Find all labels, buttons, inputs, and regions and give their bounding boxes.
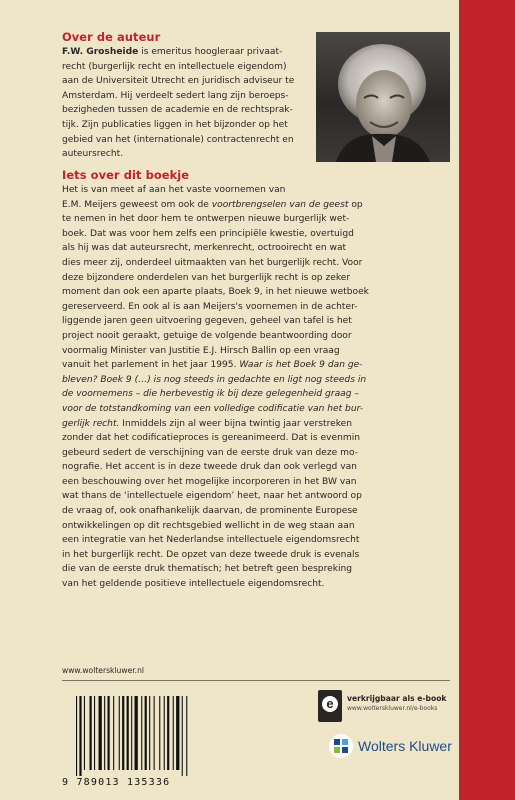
barcode-bar xyxy=(99,696,102,770)
boekje-segment: ontwikkelingen op dit rechtsgebied wellicht in de weg staan aan xyxy=(62,520,355,531)
barcode-bar xyxy=(94,696,95,770)
boekje-line xyxy=(62,548,452,563)
boekje-line xyxy=(62,460,452,475)
author-bio-line: auteursrecht. xyxy=(62,149,124,160)
barcode-bar xyxy=(108,696,110,770)
barcode-bar xyxy=(119,696,120,770)
boekje-segment: moment dan ook een aparte plaats, Boek 9, in het nieuwe wetboek xyxy=(62,287,369,298)
boekje-line xyxy=(62,504,452,519)
barcode-bar xyxy=(154,696,155,770)
boekje-line xyxy=(62,533,452,548)
boekje-segment: E.M. Meijers geweest om ook de xyxy=(62,199,212,210)
boekje-segment: nografie. Het accent is in deze tweede druk dan ook verlegd van xyxy=(62,462,357,473)
barcode-bar xyxy=(167,696,169,770)
barcode-bar xyxy=(159,696,160,770)
boekje-line xyxy=(62,446,452,461)
author-bio xyxy=(62,45,310,162)
boekje-line xyxy=(62,271,452,286)
red-side-band xyxy=(459,0,515,800)
boekje-heading: Iets over dit boekje xyxy=(62,168,190,182)
barcode-bar xyxy=(141,696,142,770)
ebook-icon: e xyxy=(318,690,342,722)
barcode-bar xyxy=(76,696,77,776)
barcode-bar xyxy=(145,696,147,770)
boekje-line xyxy=(62,475,452,490)
barcode-bar xyxy=(164,696,165,770)
boekje-line xyxy=(62,300,452,315)
boekje-segment: een integratie van het Nederlandse intellectuele eigendomsrecht xyxy=(62,535,360,546)
ebook-label: verkrijgbaar als e-book xyxy=(347,694,447,703)
publisher-website[interactable]: www.wolterskluwer.nl xyxy=(62,666,145,675)
barcode-bar xyxy=(182,696,183,776)
author-bio-line: Amsterdam. Hij verdeelt sedert lang zijn beroeps- xyxy=(62,90,289,101)
boekje-body xyxy=(62,183,452,592)
boekje-segment: van het geldende positieve intellectuele eigendomsrecht. xyxy=(62,579,325,590)
boekje-line xyxy=(62,519,452,534)
isbn-barcode xyxy=(62,696,232,792)
boekje-line xyxy=(62,241,452,256)
publisher-logo xyxy=(328,733,468,761)
barcode-bar xyxy=(135,696,138,770)
boekje-italic-segment: de voornemens – die herbevestig ik bij deze gelegenheid graag – xyxy=(62,389,359,400)
boekje-segment: zonder dat het codificatieproces is gereanimeerd. Dat is evenmin xyxy=(62,433,361,444)
barcode-bar xyxy=(90,696,92,770)
publisher-name: Wolters Kluwer xyxy=(358,738,452,754)
boekje-segment: liggende jaren geen uitvoering gegeven, geheel van tafel is het xyxy=(62,316,352,327)
author-bio-line: is emeritus hoogleraar privaat- xyxy=(138,47,283,57)
boekje-segment: de vraag of, ook onafhankelijk daarvan, de prominente Europese xyxy=(62,506,358,517)
barcode-bar xyxy=(176,696,179,770)
boekje-segment: gereserveerd. En ook al is aan Meijers's voornemen in de achter- xyxy=(62,301,358,312)
barcode-bar xyxy=(122,696,124,770)
boekje-segment: als hij was dat auteursrecht, merkenrecht, octrooirecht en wat xyxy=(62,243,347,254)
ebook-badge[interactable] xyxy=(318,690,456,724)
wolters-kluwer-logo-icon xyxy=(328,733,354,759)
author-bio-line: bezigheden tussen de academie en de rechtsprak- xyxy=(62,105,293,116)
boekje-segment: boek. Dat was voor hem zelfs een principiële kwestie, overtuigd xyxy=(62,228,354,239)
boekje-line xyxy=(62,387,452,402)
author-bio-line: aan de Universiteit Utrecht en juridisch adviseur te xyxy=(62,76,295,87)
boekje-line xyxy=(62,373,452,388)
barcode-bar xyxy=(113,696,114,770)
boekje-italic-segment: voor de totstandkoming van een volledige codificatie van het bur- xyxy=(62,403,364,414)
boekje-line xyxy=(62,198,452,213)
boekje-line xyxy=(62,417,452,432)
boekje-line xyxy=(62,344,452,359)
barcode-bar xyxy=(186,696,187,776)
boekje-segment: in het burgerlijk recht. De opzet van deze tweede druk is evenals xyxy=(62,549,360,560)
boekje-segment: te nemen in het door hem te ontwerpen nieuwe burgerlijk wet- xyxy=(62,214,350,225)
barcode-bar xyxy=(131,696,132,770)
boekje-line xyxy=(62,314,452,329)
author-bio-line: recht (burgerlijk recht en intellectuele eigendom) xyxy=(62,61,287,72)
barcode-bar xyxy=(84,696,85,770)
boekje-line xyxy=(62,402,452,417)
barcode-bar xyxy=(173,696,174,770)
boekje-segment: een beschouwing over het mogelijke incorporeren in het BW van xyxy=(62,476,357,487)
boekje-segment: voormalig Minister van Justitie E.J. Hirsch Ballin op een vraag xyxy=(62,345,340,356)
boekje-segment: deze bijzondere onderdelen van het burgerlijk recht is op zeker xyxy=(62,272,351,283)
boekje-italic-segment: gerlijk recht. xyxy=(62,418,120,429)
barcode-bar xyxy=(79,696,81,776)
barcode-bar xyxy=(149,696,150,770)
boekje-line xyxy=(62,256,452,271)
barcode-bar xyxy=(104,696,105,770)
boekje-segment: vanuit het parlement in het jaar 1995. xyxy=(62,360,240,371)
author-heading: Over de auteur xyxy=(62,30,161,44)
boekje-segment: Het is van meet af aan het vaste voornemen van xyxy=(62,185,286,195)
author-bio-line: gebied van het (internationale) contractenrecht en xyxy=(62,134,294,145)
boekje-line xyxy=(62,562,452,577)
boekje-line xyxy=(62,285,452,300)
boekje-line xyxy=(62,227,452,242)
author-name: F.W. Grosheide xyxy=(62,47,139,57)
boekje-line xyxy=(62,212,452,227)
footer-divider xyxy=(62,680,450,681)
boekje-line xyxy=(62,358,452,373)
boekje-italic-segment: bleven? Boek 9 (…) is nog steeds in gedachte en ligt nog steeds in xyxy=(62,374,367,385)
boekje-line xyxy=(62,577,452,592)
boekje-segment: die van de eerste druk thematisch; het betreft geen bespreking xyxy=(62,564,353,575)
barcode-icon xyxy=(74,696,224,776)
boekje-segment: project nooit geraakt, getuige de volgende beantwoording door xyxy=(62,330,352,341)
boekje-italic-segment: voortbrengselen van de geest xyxy=(211,199,349,210)
barcode-bar xyxy=(127,696,129,770)
boekje-segment: wat thans de ‘intellectuele eigendom’ heet, naar het antwoord op xyxy=(62,491,362,502)
boekje-segment: Inmiddels zijn al weer bijna twintig jaar verstreken xyxy=(119,418,353,429)
boekje-line xyxy=(62,431,452,446)
author-photo xyxy=(316,32,450,162)
boekje-line xyxy=(62,329,452,344)
boekje-line xyxy=(62,183,452,198)
boekje-segment: dies meer zij, onderdeel uitmaakten van het burgerlijk recht. Voor xyxy=(62,257,363,268)
boekje-segment: gebeurd sedert de verschijning van de eerste druk van deze mo- xyxy=(62,447,358,458)
boekje-italic-segment: Waar is het Boek 9 dan ge- xyxy=(239,360,363,371)
author-bio-line: tijk. Zijn publicaties liggen in het bijzonder op het xyxy=(62,119,288,130)
ebook-url[interactable]: www.wolterskluwer.nl/e-books xyxy=(347,705,438,712)
boekje-segment: op xyxy=(348,199,363,210)
boekje-line xyxy=(62,489,452,504)
isbn-number: 9 789013 135336 xyxy=(62,777,171,788)
